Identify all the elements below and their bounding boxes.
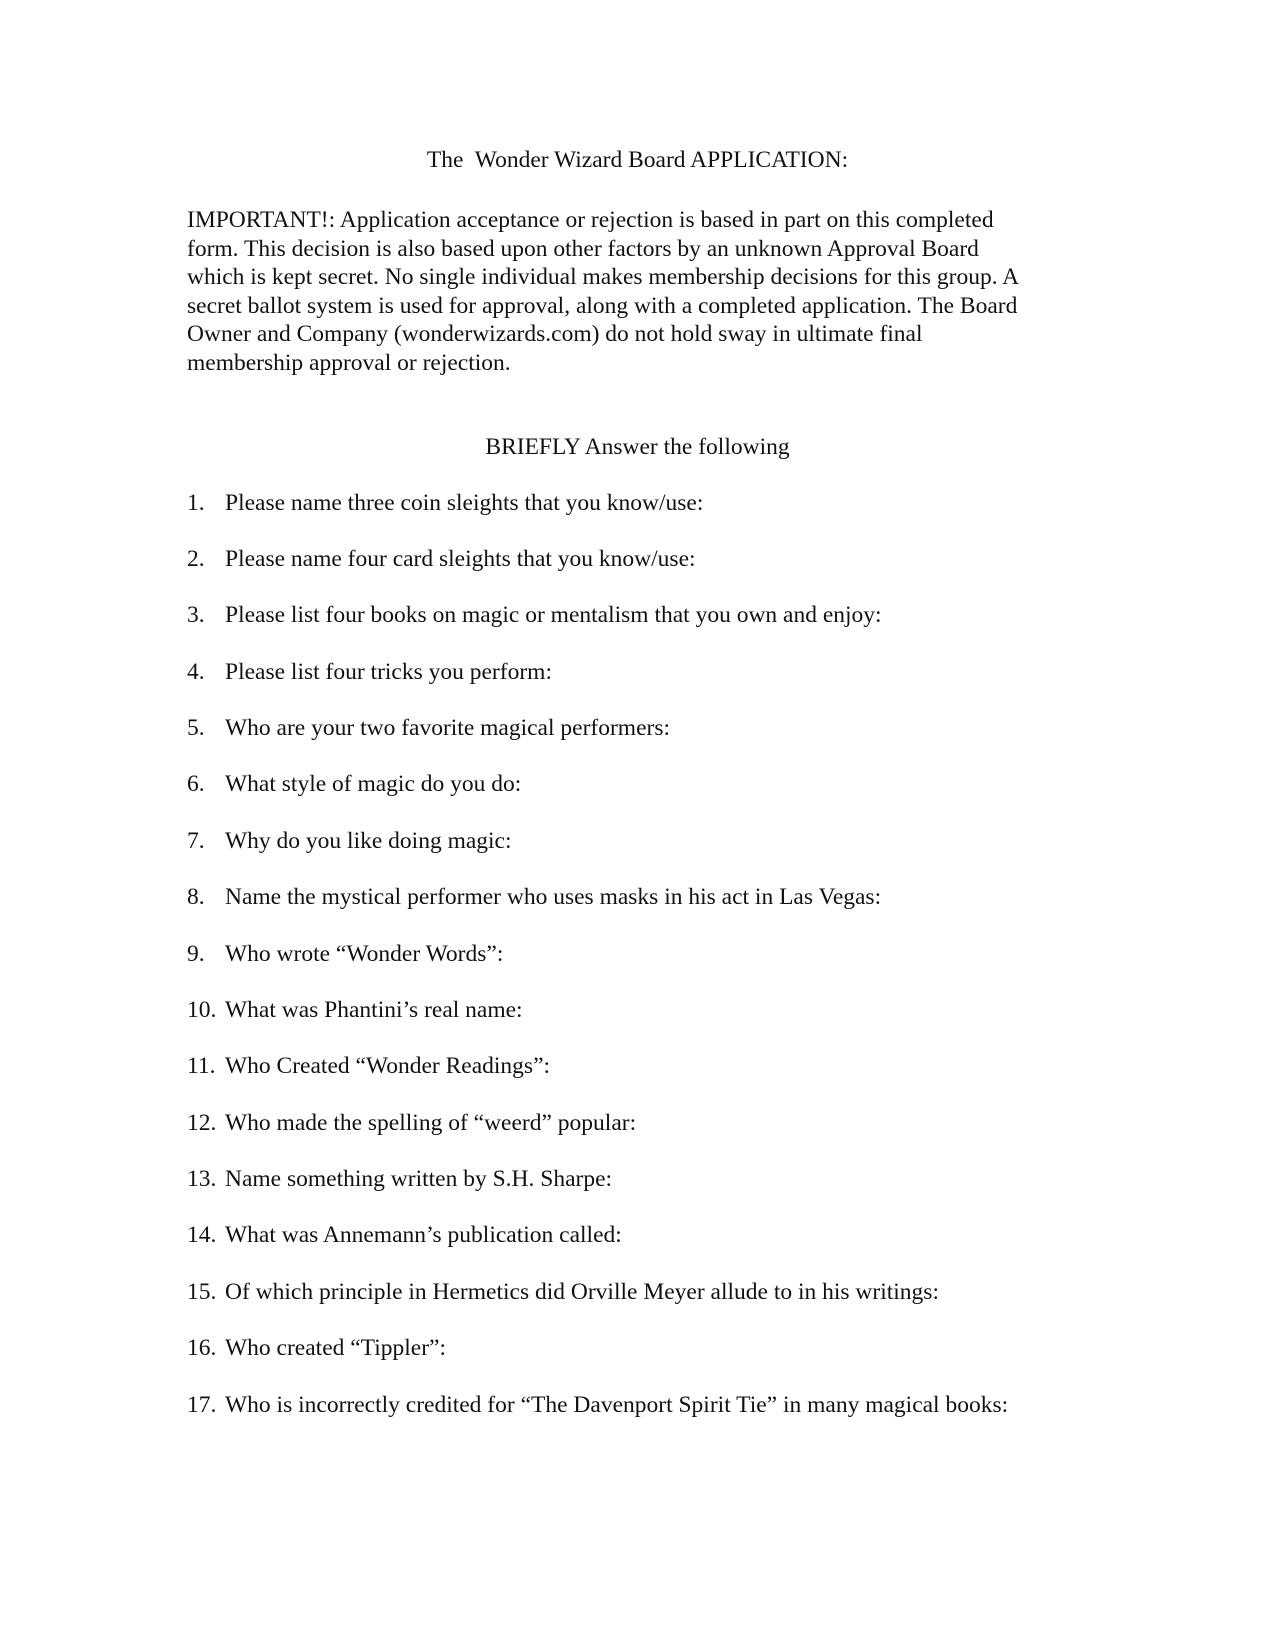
question-text: Who created “Tippler”:	[225, 1335, 446, 1361]
question-item	[187, 996, 523, 1024]
notice-line: which is kept secret. No single individual makes membership decisions for this group. A	[187, 264, 1020, 291]
question-number: 8.	[187, 884, 205, 910]
question-item	[187, 1165, 612, 1193]
question-item	[187, 940, 503, 968]
question-number: 17.	[187, 1392, 217, 1418]
question-number: 11.	[187, 1053, 216, 1079]
notice-line: form. This decision is also based upon other factors by an unknown Approval Board	[187, 235, 979, 262]
question-text: Who is incorrectly credited for “The Davenport Spirit Tie” in many magical books:	[225, 1392, 1009, 1418]
question-text: Name the mystical performer who uses masks in his act in Las Vegas:	[225, 884, 882, 910]
notice-line: membership approval or rejection.	[187, 349, 511, 376]
question-item	[187, 883, 881, 911]
question-item	[187, 1109, 636, 1137]
question-number: 15.	[187, 1279, 217, 1305]
question-item	[187, 1221, 622, 1249]
question-text: What was Annemann’s publication called:	[225, 1222, 622, 1248]
question-number: 7.	[187, 828, 205, 854]
question-item	[187, 601, 882, 629]
question-item	[187, 545, 696, 573]
question-text: Name something written by S.H. Sharpe:	[225, 1166, 613, 1192]
question-number: 13.	[187, 1166, 217, 1192]
question-text: Who made the spelling of “weerd” popular:	[225, 1110, 637, 1136]
question-text: Of which principle in Hermetics did Orville Meyer allude to in his writings:	[225, 1279, 939, 1305]
question-text: Who Created “Wonder Readings”:	[225, 1053, 551, 1079]
question-item	[187, 1052, 550, 1080]
question-number: 14.	[187, 1222, 217, 1248]
question-item	[187, 1334, 446, 1362]
question-number: 9.	[187, 941, 205, 967]
notice-line: IMPORTANT!: Application acceptance or rejection is based in part on this completed	[187, 207, 994, 233]
question-text: Who wrote “Wonder Words”:	[225, 941, 504, 967]
question-item	[187, 1278, 939, 1306]
question-number: 6.	[187, 771, 205, 797]
question-item	[187, 489, 703, 517]
question-number: 12.	[187, 1110, 217, 1136]
question-text: What style of magic do you do:	[225, 771, 522, 797]
question-text: What was Phantini’s real name:	[225, 997, 523, 1023]
question-item	[187, 1391, 1008, 1419]
question-number: 10.	[187, 997, 217, 1023]
question-number: 3.	[187, 602, 205, 628]
question-number: 1.	[187, 490, 205, 516]
question-number: 4.	[187, 659, 205, 685]
section-heading: BRIEFLY Answer the following	[485, 434, 790, 460]
question-item	[187, 658, 552, 686]
question-text: Please list four tricks you perform:	[225, 659, 552, 685]
question-number: 2.	[187, 546, 205, 572]
important-notice	[187, 206, 1087, 378]
question-number: 5.	[187, 715, 205, 741]
question-item	[187, 770, 521, 798]
question-text: Please name three coin sleights that you know/use:	[225, 490, 704, 516]
question-text: Please name four card sleights that you know/use:	[225, 546, 696, 572]
question-text: Who are your two favorite magical performers:	[225, 715, 671, 741]
question-item	[187, 714, 670, 742]
question-item	[187, 827, 512, 855]
question-number: 16.	[187, 1335, 217, 1361]
page-title: The Wonder Wizard Board APPLICATION:	[426, 147, 849, 173]
question-text: Why do you like doing magic:	[225, 828, 512, 854]
question-text: Please list four books on magic or mentalism that you own and enjoy:	[225, 602, 882, 628]
notice-line: Owner and Company (wonderwizards.com) do not hold sway in ultimate final	[187, 321, 923, 348]
notice-line: secret ballot system is used for approval, along with a completed application. The Board	[187, 292, 1018, 319]
